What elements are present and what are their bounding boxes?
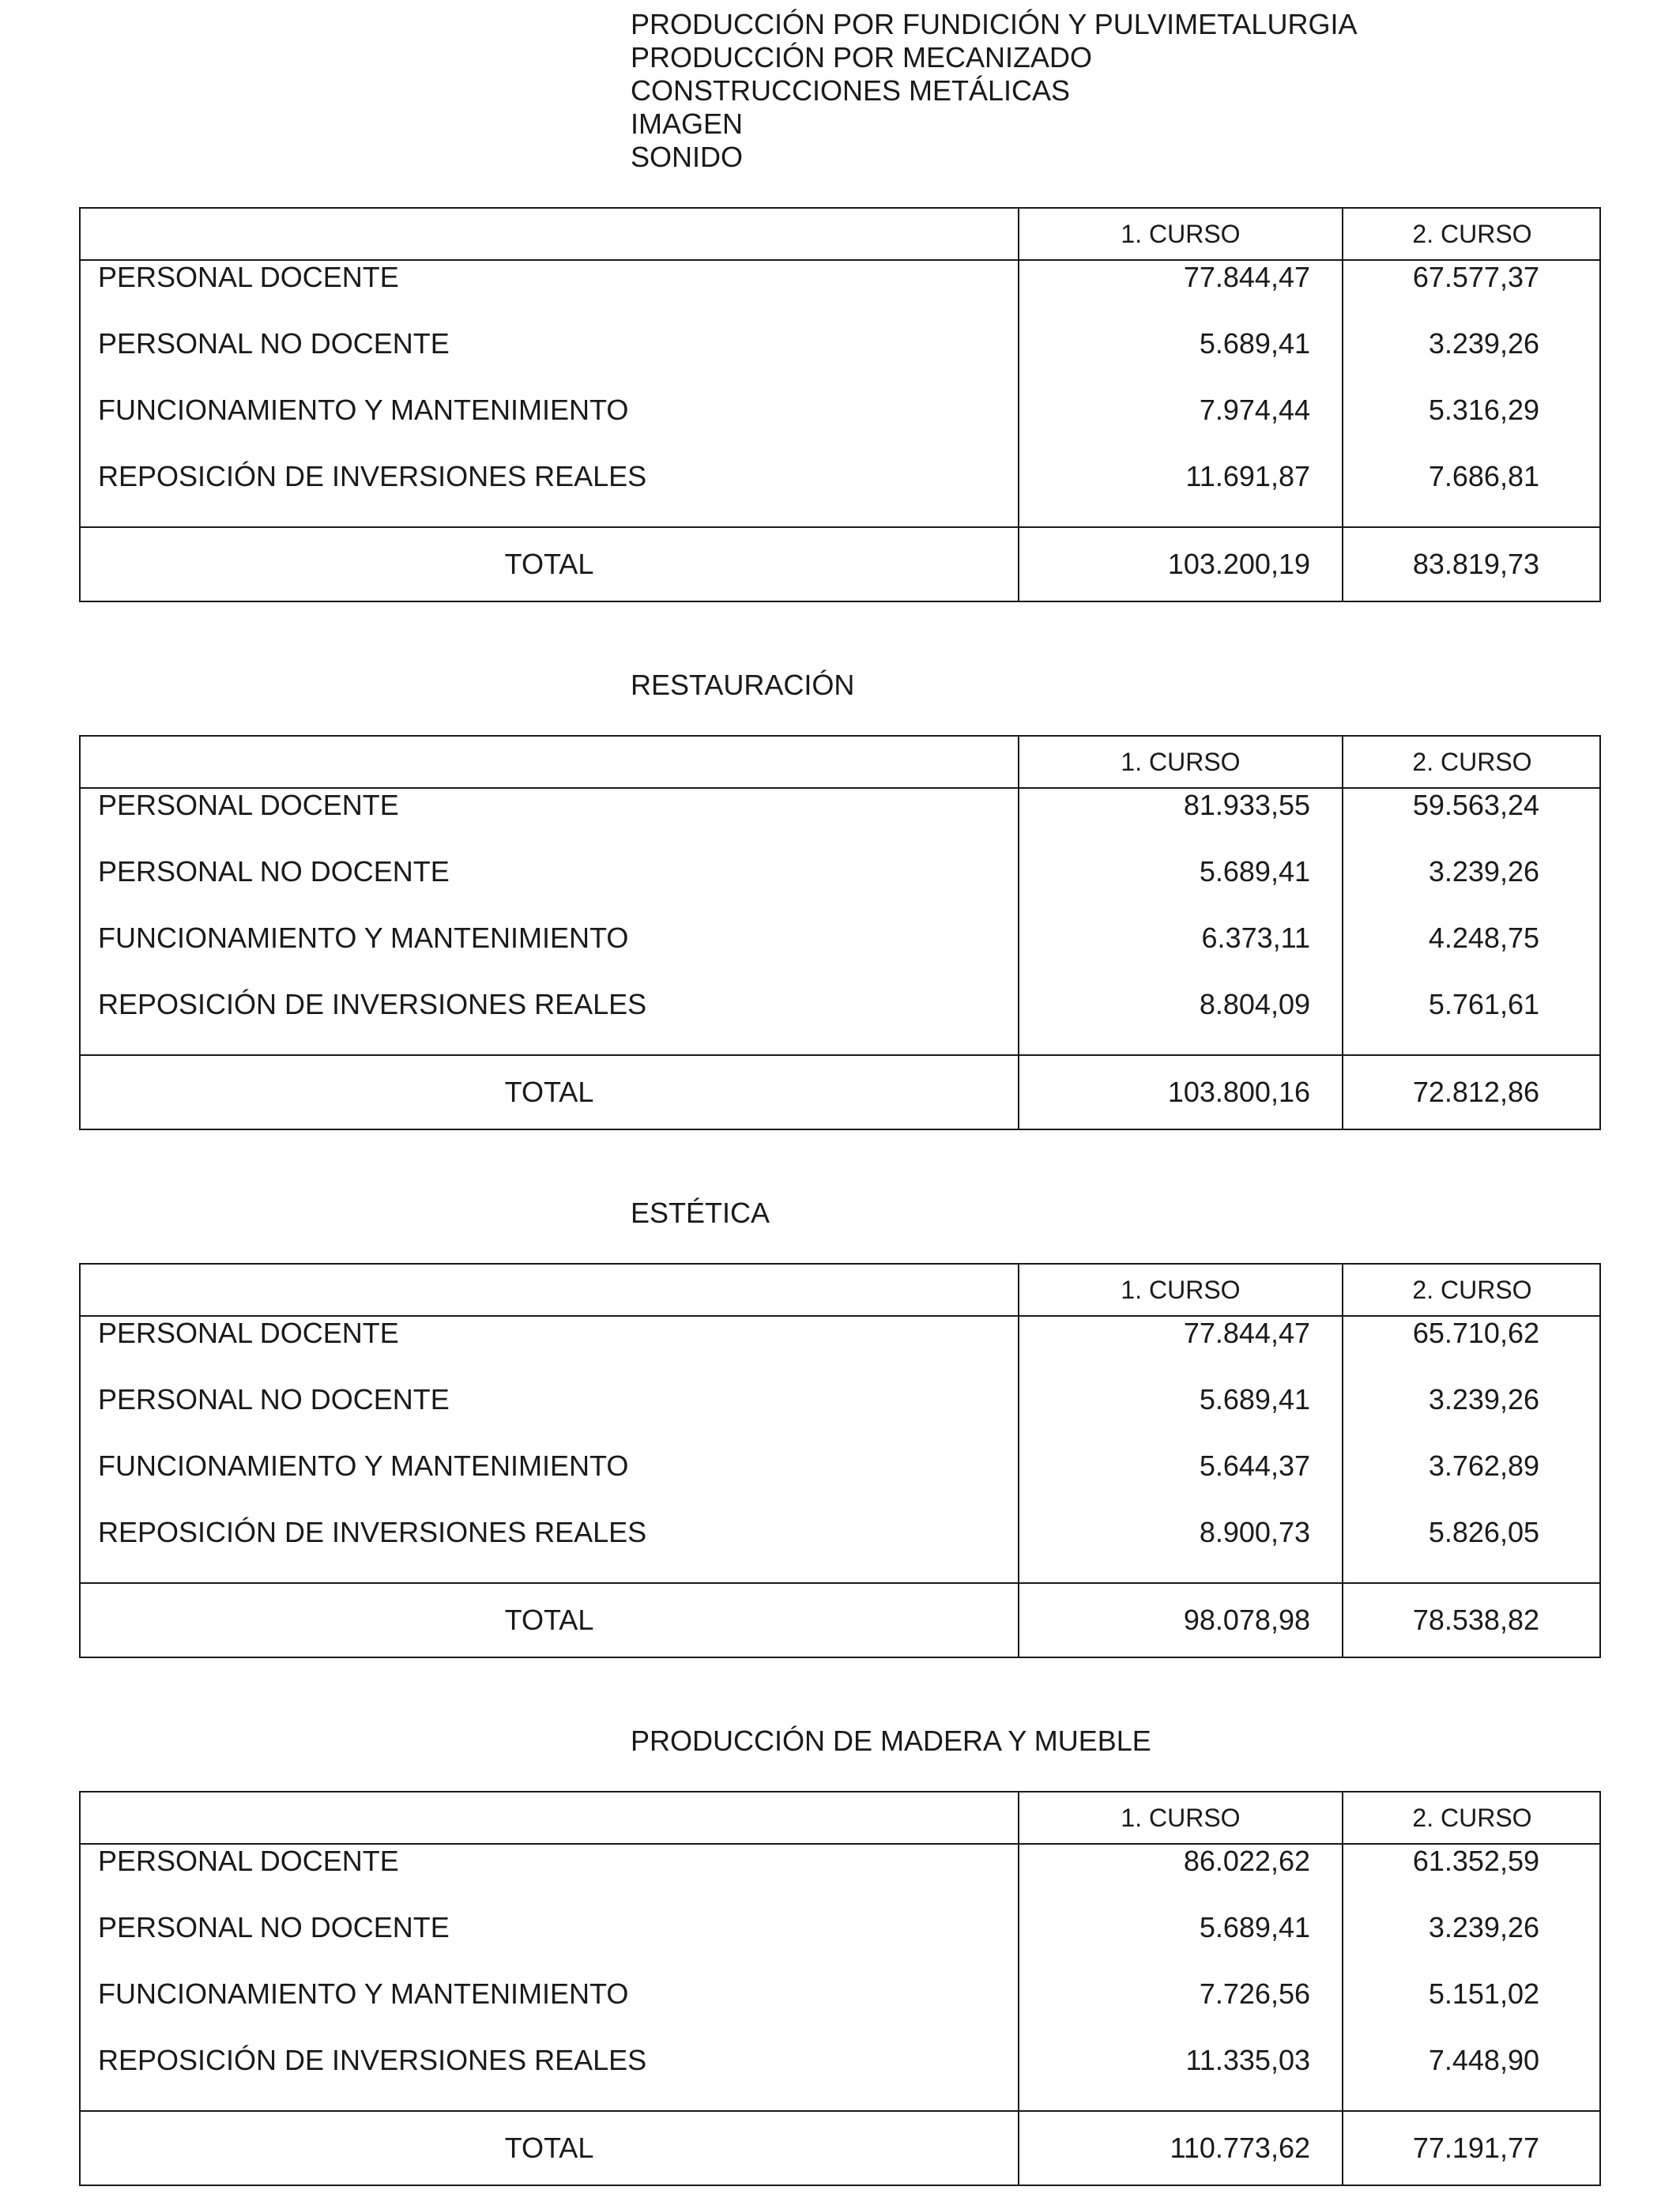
row-value-2: 4.248,75 bbox=[1428, 922, 1539, 954]
section-title: PRODUCCIÓN DE MADERA Y MUEBLE bbox=[631, 1725, 1151, 1757]
table-row bbox=[81, 327, 1599, 394]
row-value-2: 5.826,05 bbox=[1428, 1516, 1539, 1548]
total-value-2: 77.191,77 bbox=[1412, 2132, 1539, 2164]
table-row bbox=[81, 1911, 1599, 1977]
row-value-2: 61.352,59 bbox=[1412, 1845, 1539, 1877]
column-header-1: 1. CURSO bbox=[1121, 1804, 1241, 1832]
budget-table bbox=[79, 735, 1601, 1130]
heading-line: PRODUCCIÓN POR FUNDICIÓN Y PULVIMETALURGIA bbox=[631, 8, 1358, 40]
row-value-1: 77.844,47 bbox=[1183, 261, 1310, 293]
row-value-2: 3.239,26 bbox=[1428, 855, 1539, 888]
table-row bbox=[81, 1449, 1599, 1516]
row-label: FUNCIONAMIENTO Y MANTENIMIENTO bbox=[98, 1449, 629, 1482]
table-row bbox=[81, 922, 1599, 988]
row-value-1: 6.373,11 bbox=[1201, 922, 1310, 954]
table-row bbox=[81, 394, 1599, 460]
row-value-1: 81.933,55 bbox=[1183, 789, 1310, 821]
total-label: TOTAL bbox=[504, 1604, 594, 1636]
heading-line: PRODUCCIÓN POR MECANIZADO bbox=[631, 41, 1093, 74]
section-title: ESTÉTICA bbox=[631, 1197, 770, 1229]
total-value-1: 98.078,98 bbox=[1183, 1604, 1310, 1636]
row-value-1: 7.974,44 bbox=[1199, 394, 1310, 426]
total-label: TOTAL bbox=[504, 1076, 594, 1108]
row-value-1: 11.691,87 bbox=[1185, 460, 1310, 492]
table-row bbox=[81, 1383, 1599, 1449]
row-value-1: 8.804,09 bbox=[1199, 988, 1310, 1020]
row-label: PERSONAL DOCENTE bbox=[98, 1845, 399, 1877]
table-row bbox=[81, 2044, 1599, 2110]
total-value-1: 103.200,19 bbox=[1167, 548, 1310, 580]
total-row bbox=[81, 1584, 1599, 1657]
table-row bbox=[81, 1977, 1599, 2044]
row-label: PERSONAL DOCENTE bbox=[98, 789, 399, 821]
row-value-2: 65.710,62 bbox=[1412, 1317, 1539, 1349]
total-row bbox=[81, 1056, 1599, 1129]
row-label: PERSONAL NO DOCENTE bbox=[98, 327, 450, 360]
column-header-2: 2. CURSO bbox=[1412, 1804, 1532, 1832]
row-value-2: 7.686,81 bbox=[1428, 460, 1539, 492]
page-heading bbox=[631, 8, 1357, 174]
table-row bbox=[81, 1317, 1599, 1383]
row-value-2: 5.761,61 bbox=[1428, 988, 1539, 1020]
row-label: REPOSICIÓN DE INVERSIONES REALES bbox=[98, 460, 647, 492]
row-value-1: 5.689,41 bbox=[1199, 1911, 1310, 1943]
row-value-2: 3.239,26 bbox=[1428, 1383, 1539, 1416]
row-label: REPOSICIÓN DE INVERSIONES REALES bbox=[98, 2044, 647, 2076]
table-row bbox=[81, 988, 1599, 1054]
column-header-2: 2. CURSO bbox=[1412, 748, 1532, 776]
heading-line: SONIDO bbox=[631, 141, 744, 173]
row-value-2: 59.563,24 bbox=[1412, 789, 1539, 821]
budget-table bbox=[79, 1791, 1601, 2186]
column-header-2: 2. CURSO bbox=[1412, 1276, 1532, 1304]
column-header-1: 1. CURSO bbox=[1121, 748, 1241, 776]
row-label: FUNCIONAMIENTO Y MANTENIMIENTO bbox=[98, 1977, 629, 2010]
row-value-2: 5.316,29 bbox=[1428, 394, 1539, 426]
total-value-1: 103.800,16 bbox=[1167, 1076, 1310, 1108]
row-value-1: 11.335,03 bbox=[1185, 2044, 1310, 2076]
total-label: TOTAL bbox=[504, 2132, 594, 2164]
row-value-2: 3.239,26 bbox=[1428, 1911, 1539, 1943]
table-row bbox=[81, 855, 1599, 922]
total-value-2: 83.819,73 bbox=[1412, 548, 1539, 580]
row-label: FUNCIONAMIENTO Y MANTENIMIENTO bbox=[98, 394, 629, 426]
section-title: RESTAURACIÓN bbox=[631, 669, 855, 701]
row-value-1: 77.844,47 bbox=[1183, 1317, 1310, 1349]
row-label: PERSONAL DOCENTE bbox=[98, 1317, 399, 1349]
total-row bbox=[81, 528, 1599, 601]
column-header-2: 2. CURSO bbox=[1412, 220, 1532, 248]
total-value-2: 72.812,86 bbox=[1412, 1076, 1539, 1108]
row-label: PERSONAL DOCENTE bbox=[98, 261, 399, 293]
heading-line: CONSTRUCCIONES METÁLICAS bbox=[631, 74, 1071, 107]
heading-line: IMAGEN bbox=[631, 107, 744, 140]
total-label: TOTAL bbox=[504, 548, 594, 580]
row-label: REPOSICIÓN DE INVERSIONES REALES bbox=[98, 1516, 647, 1548]
budget-table bbox=[79, 207, 1601, 602]
row-value-1: 8.900,73 bbox=[1199, 1516, 1310, 1548]
row-label: PERSONAL NO DOCENTE bbox=[98, 1383, 450, 1416]
column-header-1: 1. CURSO bbox=[1121, 1276, 1241, 1304]
row-value-2: 3.239,26 bbox=[1428, 327, 1539, 360]
total-row bbox=[81, 2112, 1599, 2185]
budget-table bbox=[79, 1263, 1601, 1658]
row-value-2: 7.448,90 bbox=[1428, 2044, 1539, 2076]
row-value-1: 5.644,37 bbox=[1199, 1449, 1310, 1482]
row-value-2: 5.151,02 bbox=[1428, 1977, 1539, 2010]
row-value-1: 86.022,62 bbox=[1183, 1845, 1310, 1877]
table-row bbox=[81, 261, 1599, 327]
row-label: REPOSICIÓN DE INVERSIONES REALES bbox=[98, 988, 647, 1020]
row-label: PERSONAL NO DOCENTE bbox=[98, 855, 450, 888]
row-value-1: 5.689,41 bbox=[1199, 327, 1310, 360]
row-label: PERSONAL NO DOCENTE bbox=[98, 1911, 450, 1943]
row-value-1: 7.726,56 bbox=[1199, 1977, 1310, 2010]
column-header-1: 1. CURSO bbox=[1121, 220, 1241, 248]
table-row bbox=[81, 789, 1599, 855]
row-value-1: 5.689,41 bbox=[1199, 855, 1310, 888]
row-label: FUNCIONAMIENTO Y MANTENIMIENTO bbox=[98, 922, 629, 954]
row-value-2: 3.762,89 bbox=[1428, 1449, 1539, 1482]
table-row bbox=[81, 460, 1599, 526]
row-value-2: 67.577,37 bbox=[1412, 261, 1539, 293]
table-row bbox=[81, 1516, 1599, 1582]
table-row bbox=[81, 1845, 1599, 1911]
total-value-1: 110.773,62 bbox=[1170, 2132, 1310, 2164]
row-value-1: 5.689,41 bbox=[1199, 1383, 1310, 1416]
total-value-2: 78.538,82 bbox=[1412, 1604, 1539, 1636]
